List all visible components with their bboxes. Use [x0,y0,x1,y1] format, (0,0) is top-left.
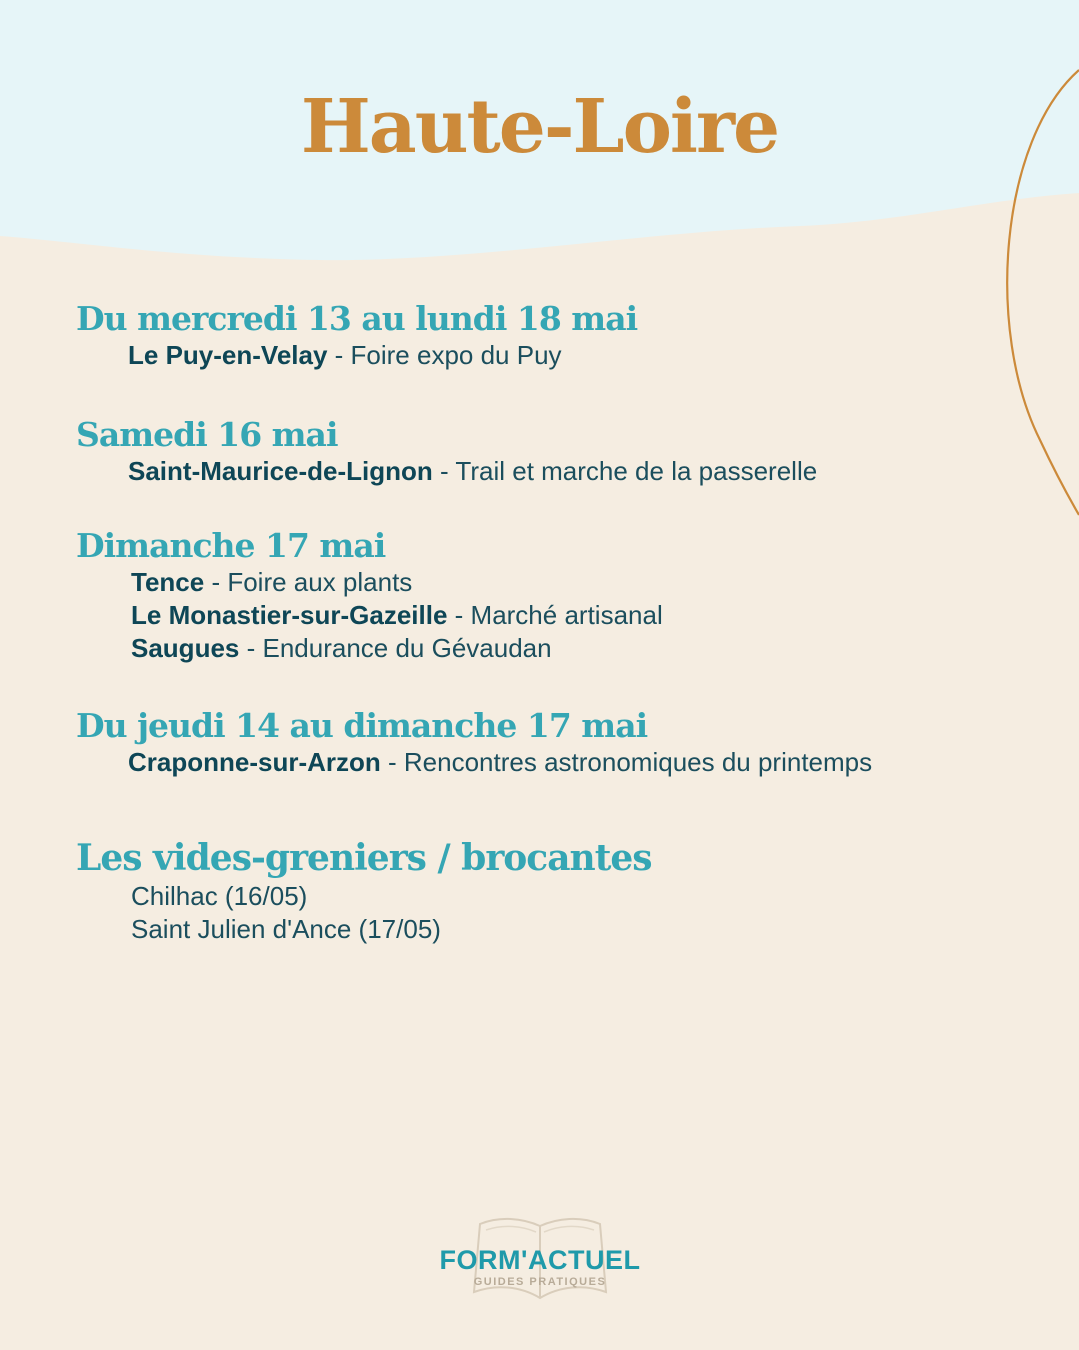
brocante-description: Chilhac (16/05) [131,881,308,911]
event-section [76,526,1036,665]
event-separator: - [380,747,404,777]
logo-name: FORM'ACTUEL [439,1245,641,1275]
brocante-entry [76,913,1036,946]
event-separator: - [204,567,228,597]
event-place: Le Puy-en-Velay [128,340,328,370]
event-place: Tence [131,567,205,597]
page-title: Haute-Loire [300,84,779,170]
event-description: Foire aux plants [227,567,413,597]
brocante-description: Saint Julien d'Ance (17/05) [131,914,441,944]
event-entry [76,339,1036,372]
event-entry [76,455,1036,488]
event-place: Saugues [131,633,240,663]
brocante-entry [76,880,1036,913]
event-entry [76,566,1036,599]
logo-subtitle: GUIDES PRATIQUES [473,1276,607,1288]
event-description: Endurance du Gévaudan [262,633,552,663]
section-heading: Samedi 16 mai [76,415,338,454]
brand-logo [430,1214,650,1304]
event-separator: - [327,340,351,370]
section-heading: Les vides-greniers / brocantes [76,837,652,879]
event-section [76,706,1036,779]
event-place: Saint-Maurice-de-Lignon [128,456,433,486]
event-section [76,299,1036,372]
event-section [76,415,1036,488]
event-entry [76,599,1036,632]
event-description: Marché artisanal [470,600,663,630]
event-separator: - [239,633,263,663]
event-place: Craponne-sur-Arzon [128,747,381,777]
event-place: Le Monastier-sur-Gazeille [131,600,448,630]
event-entry [76,746,1036,779]
event-entry [76,632,1036,665]
section-heading: Du jeudi 14 au dimanche 17 mai [76,706,648,745]
brocantes-section [76,836,1036,946]
event-description: Foire expo du Puy [350,340,562,370]
section-heading: Dimanche 17 mai [76,526,386,565]
event-description: Trail et marche de la passerelle [455,456,818,486]
section-heading: Du mercredi 13 au lundi 18 mai [76,299,638,338]
event-separator: - [432,456,456,486]
event-description: Rencontres astronomiques du printemps [403,747,873,777]
event-separator: - [447,600,471,630]
